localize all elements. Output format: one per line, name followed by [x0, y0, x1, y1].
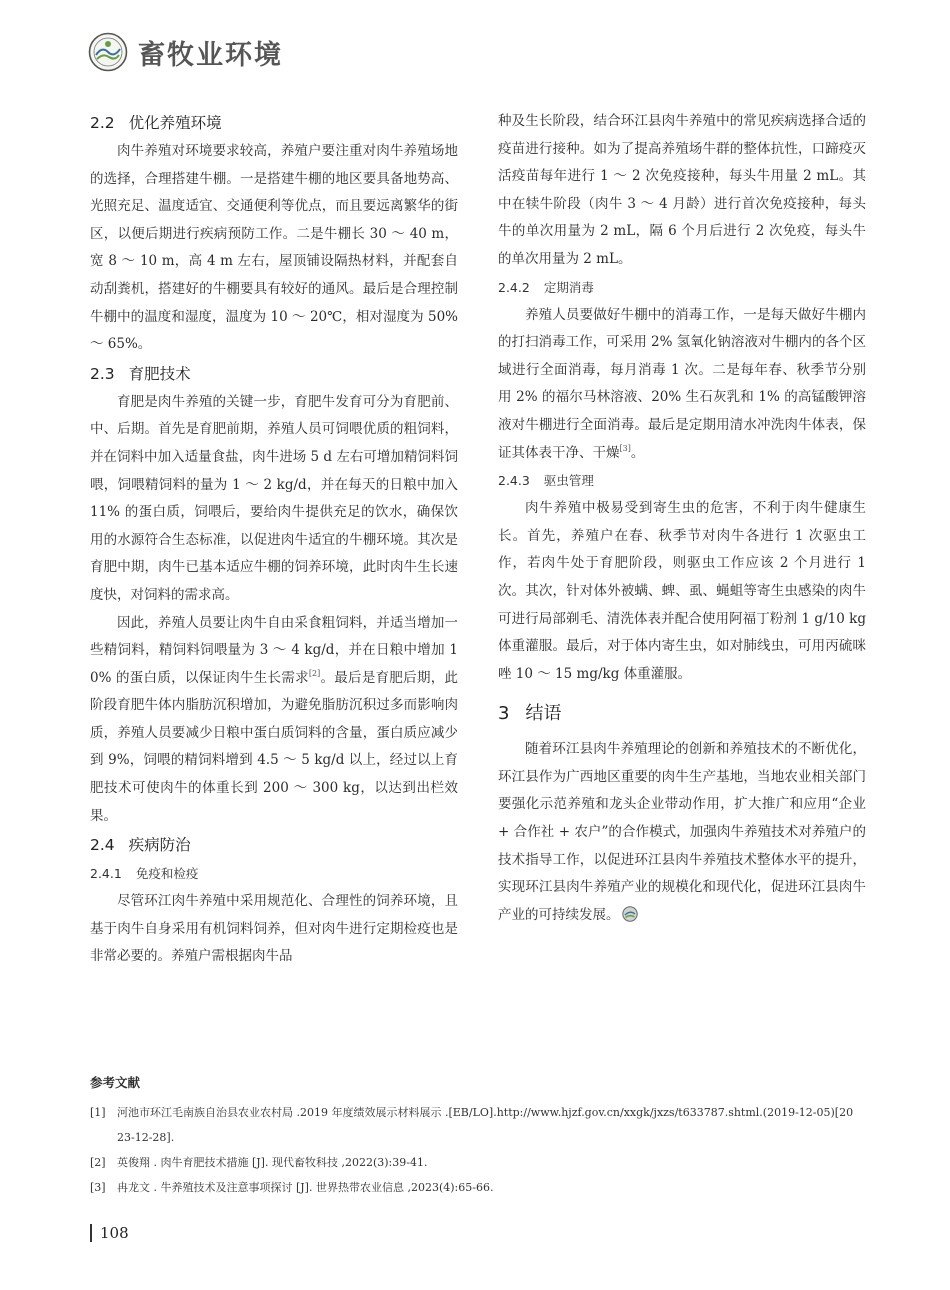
reference-number: [3]	[90, 1181, 106, 1194]
section-number: 3	[498, 703, 510, 725]
references	[90, 1072, 860, 1200]
section-heading-2-4	[90, 830, 458, 860]
section-number: 2.2	[90, 114, 115, 132]
paragraph-immunization: 尽管环江肉牛养殖中采用规范化、合理性的饲养环境，且基于肉牛自身采用有机饲料饲养，但对肉牛进行定期检疫也是非常必要的。养殖户需根据肉牛品	[90, 893, 458, 965]
reference-number: [2]	[90, 1156, 106, 1169]
reference-text: 冉龙文 . 牛养殖技术及注意事项探讨 [J]. 世界热带农业信息 ,2023(4):65-66.	[117, 1181, 494, 1194]
subsection-number: 2.4.3	[498, 473, 530, 489]
citation-3: [3]	[619, 443, 631, 453]
end-mark-icon	[622, 906, 638, 922]
text-run: 。最后是育肥后期，此阶段育肥牛体内脂肪沉积增加，为避免脂肪沉积过多而影响肉质，养殖人员要减少日粮中蛋白质饲料的含量，蛋白质应减少到 9%，饲喂的精饲料增到 4.5 ～ 5 kg/d 以上，经过以上育肥技术可使肉牛的体重长到 200 ～ 300 kg，以达到出栏效果。	[90, 669, 458, 824]
subsection-title: 定期消毒	[543, 279, 594, 295]
section-title: 育肥技术	[128, 364, 191, 383]
section-heading-3	[498, 692, 866, 736]
reference-number: [1]	[90, 1106, 106, 1119]
text-run: 。	[630, 444, 645, 461]
section-number: 2.3	[90, 364, 115, 383]
footer-divider	[90, 1224, 92, 1242]
section-number: 2.4	[90, 836, 115, 855]
paragraph-deworming: 肉牛养殖中极易受到寄生虫的危害，不利于肉牛健康生长。首先，养殖户在春、秋季节对肉牛各进行 1 次驱虫工作，若肉牛处于育肥阶段，则驱虫工作应该 2 个月进行 1 次。其次，针对体外被螨、蜱、虱、蝇蛆等寄生虫感染的肉牛可进行局部剃毛、清洗体表并配合使用阿福丁粉剂 1 g/10 kg 体重灌服。最后，对于体内寄生虫，如对肺线虫，可用丙硫咪唑 10 ～ 15 mg/kg 体重灌服。	[498, 500, 866, 682]
section-title: 疾病防治	[128, 836, 191, 855]
journal-name: 畜牧业环境	[138, 39, 283, 71]
reference-text: 河池市环江毛南族自治县农业农村局 .2019 年度绩效展示材料展示 .[EB/LO].http://www.hjzf.gov.cn/xxgk/jxzs/t633787.shtml.(2019-12-05)[2023-12-28].	[117, 1106, 854, 1144]
subsection-heading-2-4-3	[498, 467, 866, 495]
journal-logo-icon	[88, 32, 128, 72]
text-run: 因此，养殖人员要让肉牛自由采食粗饲料，并适当增加一些精饲料，精饲料饲喂量为 3 ～ 4 kg/d，并在日粮中增加 10% 的蛋白质，以保证肉牛生长需求	[90, 614, 458, 686]
reference-text: 英俊翔 . 肉牛育肥技术措施 [J]. 现代畜牧科技 ,2022(3):39-41.	[117, 1156, 428, 1169]
subsection-title: 驱虫管理	[543, 473, 594, 489]
paragraph-conclusion	[498, 736, 866, 929]
subsection-number: 2.4.1	[90, 866, 122, 882]
reference-item	[90, 1175, 860, 1200]
text-run: 随着环江县肉牛养殖理论的创新和养殖技术的不断优化，环江县作为广西地区重要的肉牛生产基地，当地农业相关部门要强化示范养殖和龙头企业带动作用，扩大推广和应用“企业 + 合作社 + 农户”的合作模式，加强肉牛养殖技术对养殖户的技术指导工作，以促进环江县肉牛养殖技术整体水平的提升，实现环江县肉牛养殖产业的规模化和现代化，促进环江县肉牛产业的可持续发展。	[498, 741, 866, 923]
section-heading-2-3	[90, 359, 458, 389]
page-number: 108	[100, 1224, 129, 1242]
paragraph-fattening-2	[90, 610, 458, 831]
citation-2: [2]	[308, 668, 321, 678]
paragraph-disinfection	[498, 302, 866, 468]
section-heading-2-2	[90, 108, 458, 138]
paragraph-immunization-cont: 种及生长阶段，结合环江县肉牛养殖中的常见疾病选择合适的疫苗进行接种。如为了提高养殖场牛群的整体抗性，口蹄疫灭活疫苗每年进行 1 ～ 2 次免疫接种，每头牛用量 2 mL。其中在犊牛阶段（肉牛 3 ～ 4 月龄）进行首次免疫接种，每头牛的单次用量为 2 mL，隔 6 个月后进行 2 次免疫，每头牛的单次用量为 2 mL。	[498, 113, 866, 267]
subsection-heading-2-4-2	[498, 274, 866, 302]
section-title: 优化养殖环境	[128, 114, 222, 132]
section-title: 结语	[525, 703, 562, 725]
reference-item	[90, 1150, 860, 1175]
references-title: 参考文献	[90, 1075, 141, 1090]
reference-item	[90, 1100, 860, 1150]
paragraph-environment: 肉牛养殖对环境要求较高，养殖户要注重对肉牛养殖场地的选择，合理搭建牛棚。一是搭建牛棚的地区要具备地势高、光照充足、温度适宜、交通便利等优点，而且要远离繁华的街区，以便后期进行疾病预防工作。二是牛棚长 30 ～ 40 m，宽 8 ～ 10 m，高 4 m 左右，屋顶铺设隔热材料，并配套自动刮粪机，搭建好的牛棚要具有较好的通风。最后是合理控制牛棚中的温度和湿度，温度为 10 ～ 20℃，相对湿度为 50% ～ 65%。	[90, 143, 458, 353]
right-column	[498, 108, 866, 929]
paragraph-fattening-1: 育肥是肉牛养殖的关键一步，育肥牛发育可分为育肥前、中、后期。首先是育肥前期，养殖人员可饲喂优质的粗饲料，并在饲料中加入适量食盐，肉牛进场 5 d 左右可增加精饲料饲喂，饲喂精饲料的量为 1 ～ 2 kg/d，并在每天的日粮中加入 11% 的蛋白质，饲喂后，要给肉牛提供充足的饮水，确保饮用的水源符合生态标准，以促进肉牛适宜的牛棚环境。其次是育肥中期，肉牛已基本适应牛棚的饲养环境，此时肉牛生长速度快，对饲料的需求高。	[90, 393, 458, 603]
subsection-heading-2-4-1	[90, 860, 458, 888]
subsection-title: 免疫和检疫	[135, 866, 199, 882]
subsection-number: 2.4.2	[498, 279, 530, 295]
text-run: 养殖人员要做好牛棚中的消毒工作，一是每天做好牛棚内的打扫消毒工作，可采用 2% 氢氧化钠溶液对牛棚内的各个区域进行全面消毒，每月消毒 1 次。二是每年春、秋季节分别用 2% 的福尔马林溶液、20% 生石灰乳和 1% 的高锰酸钾溶液对牛棚进行全面消毒。最后是定期用清水冲洗肉牛体表，保证其体表干净、干燥	[498, 306, 866, 461]
masthead	[88, 30, 283, 74]
left-column	[90, 108, 458, 971]
